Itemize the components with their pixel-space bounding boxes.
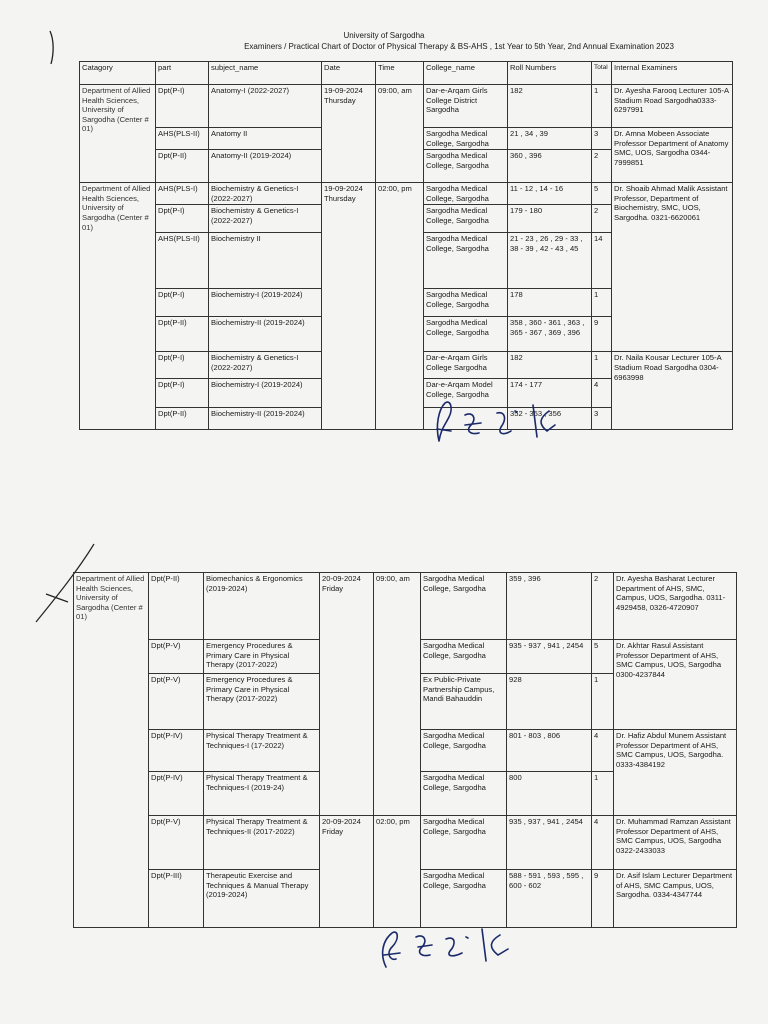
college-cell: Sargodha Medical College, Sargodha	[424, 317, 508, 352]
roll-cell: 801 - 803 , 806	[507, 730, 592, 772]
college-cell: Ex Public-Private Partnership Campus, Mandi Bahauddin	[421, 674, 507, 730]
table-row	[80, 85, 733, 128]
date-cell	[322, 183, 376, 430]
college-cell: Dar-e-Arqam Girls College Sargodha	[424, 352, 508, 379]
date-value: 20-09-2024	[322, 817, 361, 826]
col-time: Time	[376, 62, 424, 85]
examiners-table-2	[73, 572, 737, 928]
roll-cell: 928	[507, 674, 592, 730]
examiner-cell: Dr. Ayesha Farooq Lecturer 105-A Stadium Road Sargodha0333-6297991	[612, 85, 733, 128]
roll-cell: 588 - 591 , 593 , 595 , 600 - 602	[507, 870, 592, 928]
date-value: 19-09-2024	[324, 184, 363, 194]
part-cell: Dpt(P-IV)	[149, 772, 204, 816]
col-category: Catagory	[80, 62, 156, 85]
part-cell: Dpt(P-II)	[156, 150, 209, 183]
college-cell: Sargodha Medical College, Sargodha	[421, 730, 507, 772]
date-cell	[320, 816, 374, 928]
total-cell: 5	[592, 640, 614, 674]
col-part: part	[156, 62, 209, 85]
college-cell: Sargodha Medical College, Sargodha	[424, 183, 508, 205]
part-cell: Dpt(P-V)	[149, 816, 204, 870]
part-cell: Dpt(P-I)	[156, 352, 209, 379]
subject-cell: Biochemistry-II (2019-2024)	[209, 408, 322, 430]
total-cell: 1	[592, 674, 614, 730]
examiner-cell: Dr. Muhammad Ramzan Assistant Professor Department of AHS, SMC Campus, UOS, Sargodha 0322-2433033	[614, 816, 737, 870]
time-cell: 09:00, am	[374, 573, 421, 816]
roll-cell: 21 , 34 , 39	[508, 128, 592, 150]
subject-cell: Biochemistry-I (2019-2024)	[209, 379, 322, 408]
chart-subtitle: Examiners / Practical Chart of Doctor of Physical Therapy & BS-AHS , 1st Year to 5th Year, 2nd Annual Examination 2023	[244, 42, 674, 51]
subject-cell: Biochemistry-II (2019-2024)	[209, 317, 322, 352]
col-date: Date	[322, 62, 376, 85]
total-cell: 2	[592, 573, 614, 640]
time-cell: 02:00, pm	[374, 816, 421, 928]
table-row	[74, 573, 737, 640]
college-cell: Dar-e-Arqam Girls College District Sargodha	[424, 85, 508, 128]
examiner-cell: Dr. Amna Mobeen Associate Professor Department of Anatomy SMC, UOS, Sargodha 0344-7999851	[612, 128, 733, 183]
category-cell: Department of Allied Health Sciences, University of Sargodha (Center # 01)	[80, 183, 156, 430]
date-value: 19-09-2024	[324, 86, 363, 95]
table-header-row	[80, 62, 733, 85]
college-cell: Sargodha Medical College, Sargodha	[421, 640, 507, 674]
date-cell	[322, 85, 376, 183]
part-cell: Dpt(P-V)	[149, 674, 204, 730]
total-cell: 1	[592, 289, 612, 317]
col-roll-numbers: Roll Numbers	[508, 62, 592, 85]
examiner-cell: Dr. Naila Kousar Lecturer 105-A Stadium Road Sargodha 0304-6963998	[612, 352, 733, 430]
part-cell: AHS(PLS-I)	[156, 183, 209, 205]
day-value: Friday	[322, 826, 344, 836]
part-cell: AHS(PLS-II)	[156, 128, 209, 150]
college-cell: Sargodha Medical College, Sargodha	[424, 289, 508, 317]
day-value: Friday	[322, 583, 344, 593]
college-cell: Sargodha Medical College, Sargodha	[421, 870, 507, 928]
total-cell: 2	[592, 150, 612, 183]
table-row	[80, 183, 733, 205]
roll-cell: 800	[507, 772, 592, 816]
part-cell: Dpt(P-I)	[156, 205, 209, 233]
subject-cell: Biochemistry-I (2019-2024)	[209, 289, 322, 317]
subject-cell: Anatomy-II (2019-2024)	[209, 150, 322, 183]
total-cell: 3	[592, 408, 612, 430]
col-total: Total	[592, 62, 612, 85]
total-cell: 5	[592, 183, 612, 205]
part-cell: Dpt(P-IV)	[149, 730, 204, 772]
subject-cell: Anatomy II	[209, 128, 322, 150]
college-cell: Sargodha Medical College, Sargodha	[424, 205, 508, 233]
part-cell: Dpt(P-II)	[149, 573, 204, 640]
table-row	[74, 816, 737, 870]
date-cell	[320, 573, 374, 816]
part-cell: Dpt(P-I)	[156, 379, 209, 408]
total-cell: 4	[592, 730, 614, 772]
day-value: Thursday	[324, 193, 356, 203]
subject-cell: Anatomy-I (2022-2027)	[209, 85, 322, 128]
subject-cell: Emergency Procedures & Primary Care in Physical Therapy (2017-2022)	[204, 674, 320, 730]
subject-cell: Biochemistry & Genetics-I (2022-2027)	[209, 205, 322, 233]
total-cell: 1	[592, 352, 612, 379]
college-cell: Sargodha Medical College, Sargodha	[421, 816, 507, 870]
total-cell: 9	[592, 870, 614, 928]
roll-cell: 358 , 360 - 361 , 363 , 365 - 367 , 369 , 396	[508, 317, 592, 352]
college-cell: Sargodha Medical College, Sargodha	[424, 150, 508, 183]
examiner-cell: Dr. Akhtar Rasul Assistant Professor Department of AHS, SMC Campus, UOS, Sargodha 0300-4237844	[614, 640, 737, 730]
college-cell: Sargodha Medical College, Sargodha	[421, 772, 507, 816]
handwritten-signature-1	[425, 395, 575, 455]
roll-cell: 935 , 937 , 941 , 2454	[507, 816, 592, 870]
examiner-cell: Dr. Hafiz Abdul Munem Assistant Professor Department of AHS, SMC Campus, UOS, Sargodha. 0333-4384192	[614, 730, 737, 816]
roll-cell: 178	[508, 289, 592, 317]
subject-cell: Physical Therapy Treatment & Techniques-I (2019-24)	[204, 772, 320, 816]
examiner-cell: Dr. Ayesha Basharat Lecturer Department of AHS, SMC, Campus, UOS, Sargodha. 0311-4929458, 0326-4720907	[614, 573, 737, 640]
col-college: College_name	[424, 62, 508, 85]
col-subject: subject_name	[209, 62, 322, 85]
part-cell: AHS(PLS-II)	[156, 233, 209, 289]
part-cell: Dpt(P-V)	[149, 640, 204, 674]
subject-cell: Physical Therapy Treatment & Techniques-II (2017-2022)	[204, 816, 320, 870]
part-cell: Dpt(P-III)	[149, 870, 204, 928]
margin-pen-mark	[42, 28, 62, 68]
category-cell: Department of Allied Health Sciences, University of Sargodha (Center # 01)	[74, 573, 149, 928]
subject-cell: Biochemistry & Genetics-I (2022-2027)	[209, 352, 322, 379]
total-cell: 4	[592, 379, 612, 408]
date-value: 20-09-2024	[322, 574, 361, 583]
examiner-cell: Dr. Shoaib Ahmad Malik Assistant Professor, Department of Biochemistry, SMC, UOS, Sargodha. 0321-6620061	[612, 183, 733, 352]
college-cell: Sargodha Medical College, Sargodha	[421, 573, 507, 640]
roll-cell: 352 - 353 , 356	[508, 408, 592, 430]
roll-cell: 21 - 23 , 26 , 29 - 33 , 38 - 39 , 42 - 43 , 45	[508, 233, 592, 289]
roll-cell: 360 , 396	[508, 150, 592, 183]
subject-cell: Therapeutic Exercise and Techniques & Manual Therapy (2019-2024)	[204, 870, 320, 928]
roll-cell: 182	[508, 85, 592, 128]
roll-cell: 179 - 180	[508, 205, 592, 233]
total-cell: 14	[592, 233, 612, 289]
college-cell: Dar-e-Arqam Model College, Sargodha	[424, 379, 508, 408]
total-cell: 9	[592, 317, 612, 352]
category-cell: Department of Allied Health Sciences, University of Sargodha (Center # 01)	[80, 85, 156, 183]
time-cell: 02:00, pm	[376, 183, 424, 430]
part-cell: Dpt(P-I)	[156, 85, 209, 128]
roll-cell: 935 - 937 , 941 , 2454	[507, 640, 592, 674]
total-cell: 4	[592, 816, 614, 870]
document-header	[0, 30, 768, 52]
subject-cell: Biochemistry II	[209, 233, 322, 289]
roll-cell: 182	[508, 352, 592, 379]
university-title: University of Sargodha	[343, 31, 425, 40]
handwritten-signature-2	[370, 915, 530, 975]
roll-cell: 174 - 177	[508, 379, 592, 408]
roll-cell: 359 , 396	[507, 573, 592, 640]
time-cell: 09:00, am	[376, 85, 424, 183]
college-cell: Sargodha Medical College, Sargodha	[424, 128, 508, 150]
subject-cell: Emergency Procedures & Primary Care in Physical Therapy (2017-2022)	[204, 640, 320, 674]
part-cell: Dpt(P-II)	[156, 408, 209, 430]
subject-cell: Biomechanics & Ergonomics (2019-2024)	[204, 573, 320, 640]
part-cell: Dpt(P-II)	[156, 317, 209, 352]
total-cell: 2	[592, 205, 612, 233]
examiner-cell: Dr. Asif Islam Lecturer Department of AHS, SMC Campus, UOS, Sargodha. 0334-4347744	[614, 870, 737, 928]
subject-cell: Physical Therapy Treatment & Techniques-I (17-2022)	[204, 730, 320, 772]
subject-cell: Biochemistry & Genetics-I (2022-2027)	[209, 183, 322, 205]
total-cell: 1	[592, 772, 614, 816]
college-cell: Sargodha Medical College, Sargodha	[424, 233, 508, 289]
roll-cell: 11 - 12 , 14 - 16	[508, 183, 592, 205]
day-value: Thursday	[324, 95, 356, 105]
total-cell: 3	[592, 128, 612, 150]
total-cell: 1	[592, 85, 612, 128]
examiners-table-1	[79, 61, 733, 430]
col-internal-examiners: Internal Examiners	[612, 62, 733, 85]
part-cell: Dpt(P-I)	[156, 289, 209, 317]
